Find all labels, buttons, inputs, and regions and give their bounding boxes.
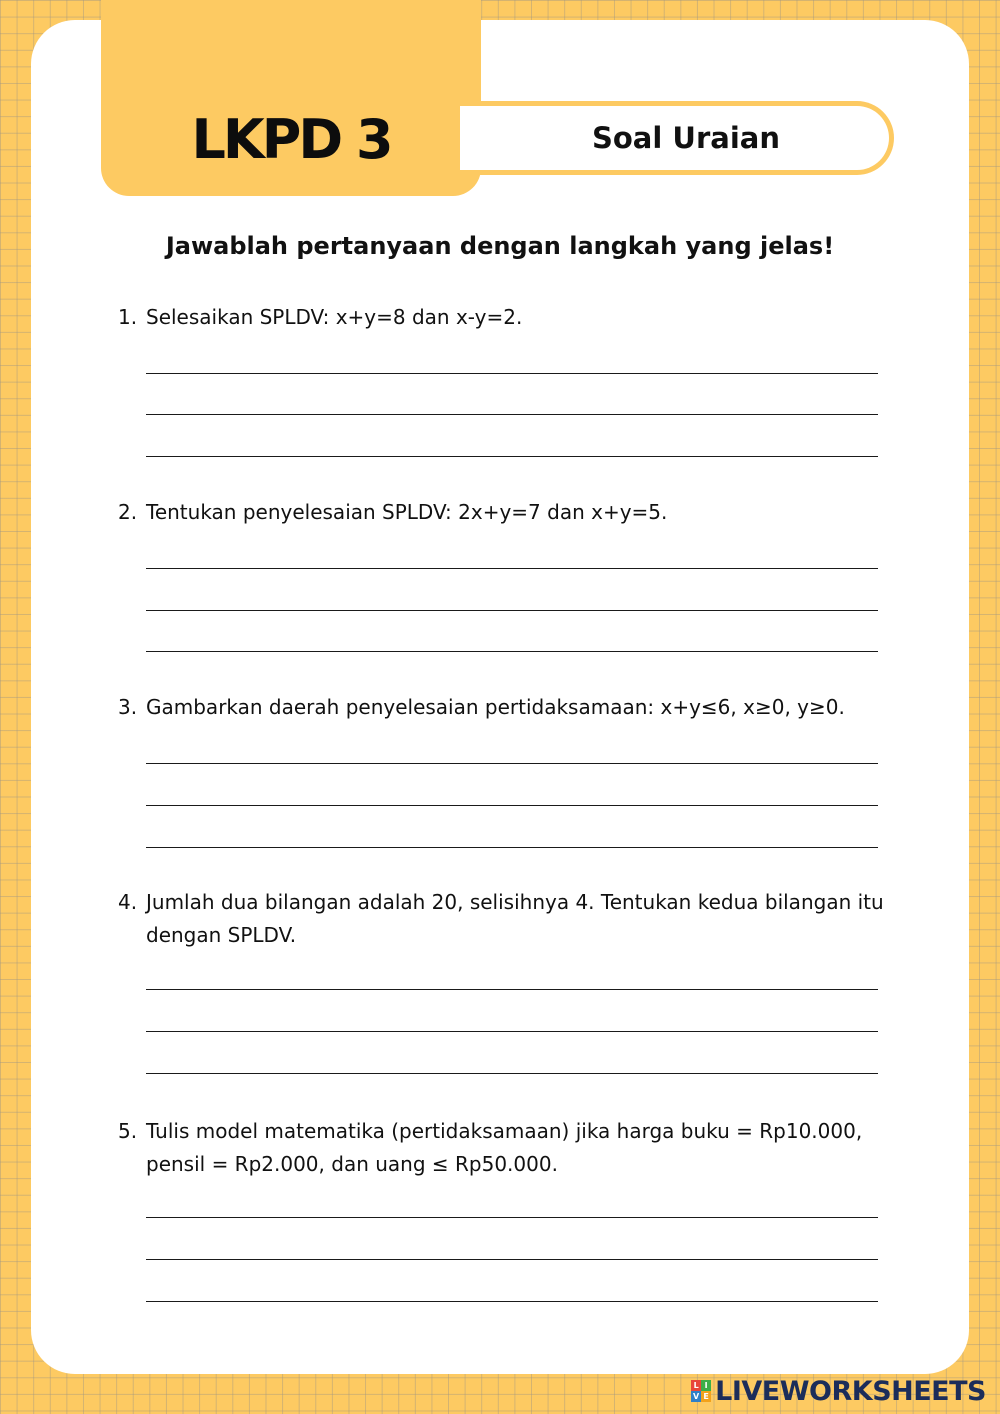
answer-line[interactable] [146, 763, 878, 764]
question-1 [118, 301, 908, 334]
answer-line[interactable] [146, 1073, 878, 1074]
question-number: 3. [118, 695, 138, 719]
question-5 [118, 1115, 908, 1181]
logo-letter: I [701, 1380, 711, 1391]
answer-line[interactable] [146, 651, 878, 652]
answer-line[interactable] [146, 1217, 878, 1218]
question-text: Selesaikan SPLDV: x+y=8 dan x-y=2. [146, 305, 523, 329]
question-text: Tentukan penyelesaian SPLDV: 2x+y=7 dan x+y=5. [146, 500, 668, 524]
answer-line[interactable] [146, 414, 878, 415]
liveworksheets-brand[interactable] [691, 1374, 986, 1408]
answer-line[interactable] [146, 989, 878, 990]
answer-line[interactable] [146, 456, 878, 457]
answer-line[interactable] [146, 847, 878, 848]
question-text: Tulis model matematika (pertidaksamaan) jika harga buku = Rp10.000, pensil = Rp2.000, dan uang ≤ Rp50.000. [146, 1119, 863, 1176]
brand-text: LIVEWORKSHEETS [715, 1375, 986, 1407]
answer-line[interactable] [146, 1031, 878, 1032]
question-number: 1. [118, 305, 138, 329]
question-text: Gambarkan daerah penyelesaian pertidaksamaan: x+y≤6, x≥0, y≥0. [146, 695, 845, 719]
answer-line[interactable] [146, 1259, 878, 1260]
worksheet-subtitle: Soal Uraian [592, 121, 780, 155]
instruction-text: Jawablah pertanyaan dengan langkah yang jelas! [165, 232, 835, 260]
question-number: 2. [118, 500, 138, 524]
question-number: 5. [118, 1119, 138, 1143]
question-4 [118, 886, 908, 952]
logo-letter: E [701, 1391, 711, 1402]
answer-line[interactable] [146, 1301, 878, 1302]
answer-line[interactable] [146, 805, 878, 806]
question-number: 4. [118, 890, 138, 914]
logo-letter: V [693, 1392, 700, 1401]
answer-line[interactable] [146, 610, 878, 611]
answer-line[interactable] [146, 373, 878, 374]
answer-line[interactable] [146, 568, 878, 569]
liveworksheets-logo-icon [691, 1380, 711, 1402]
question-2 [118, 496, 908, 529]
logo-letter: L [691, 1380, 701, 1391]
worksheet-title: LKPD 3 [191, 108, 391, 171]
question-text: Jumlah dua bilangan adalah 20, selisihnya 4. Tentukan kedua bilangan itu dengan SPLDV. [146, 890, 884, 947]
question-3 [118, 691, 908, 724]
